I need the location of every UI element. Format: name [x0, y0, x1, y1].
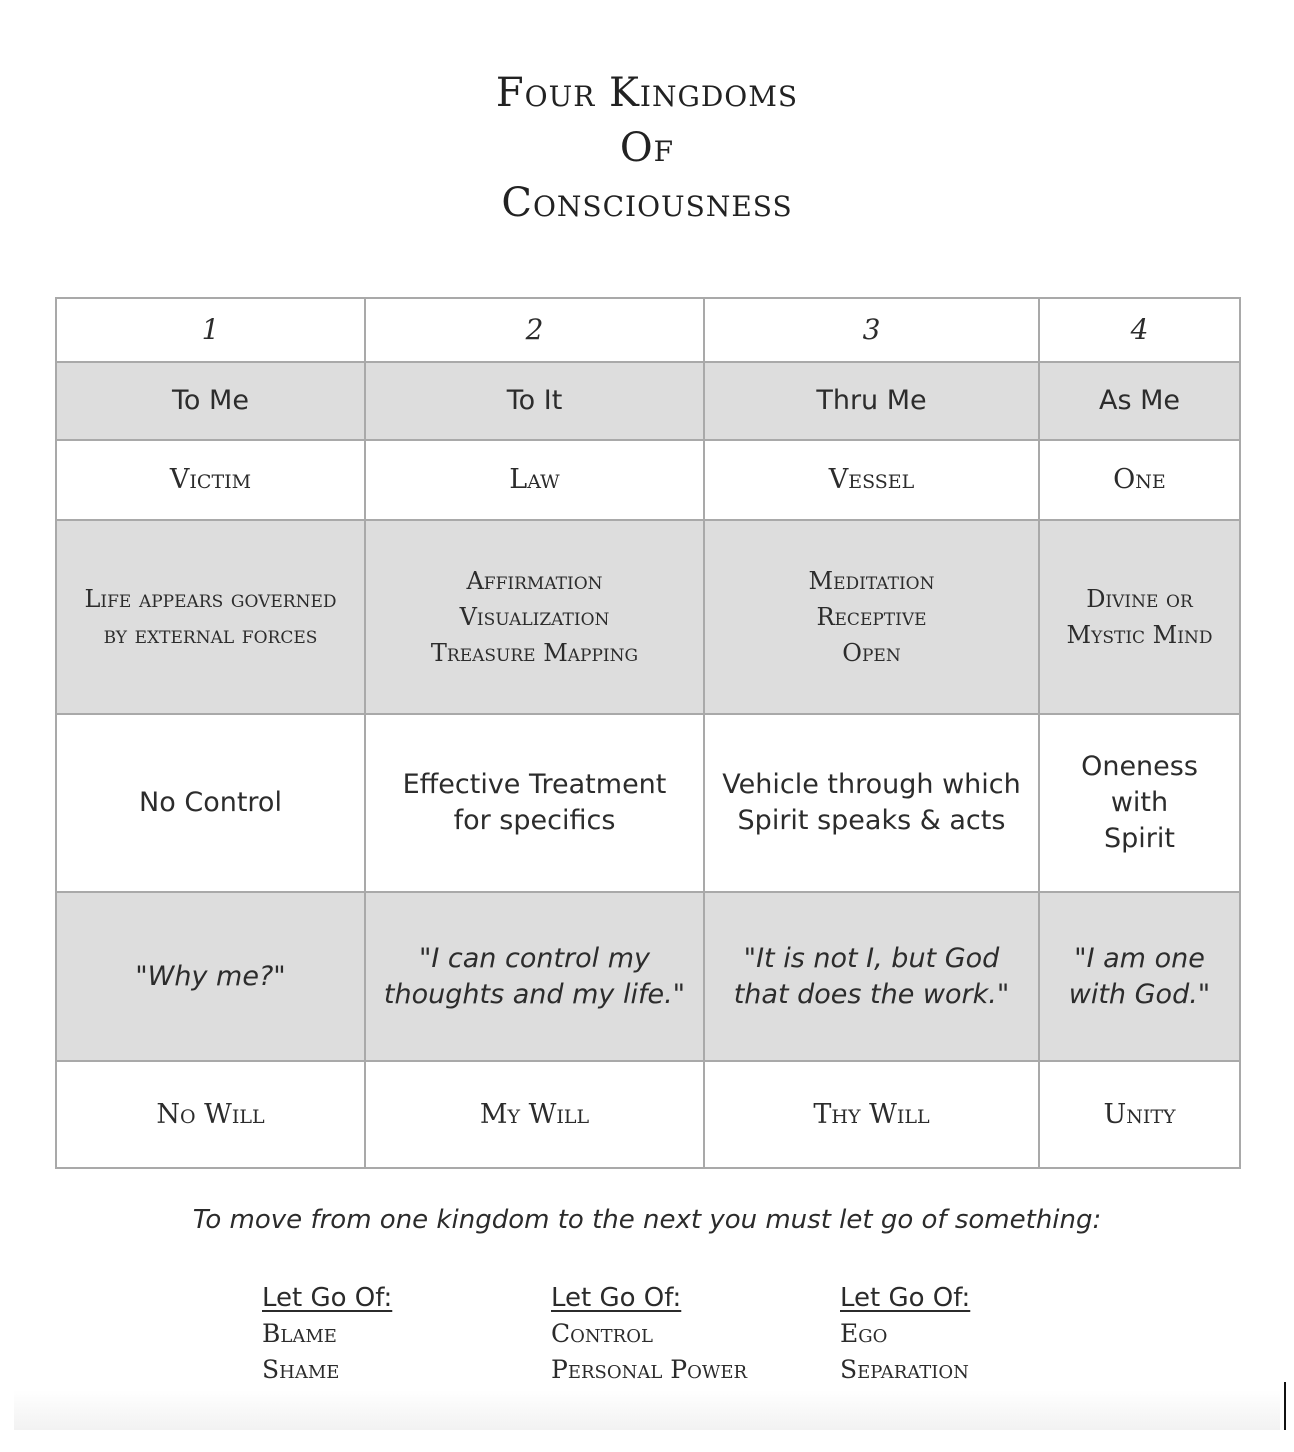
kingdom-number-cell: 4: [1039, 298, 1240, 362]
text-cursor: [1284, 1382, 1286, 1430]
control-cell: [365, 714, 704, 892]
let-go-heading: Let Go Of:: [262, 1283, 393, 1313]
kingdom-name-cell: Law: [365, 440, 704, 520]
table-row-control: [56, 714, 1240, 892]
kingdom-number-cell: 2: [365, 298, 704, 362]
table-row-wills: [56, 1061, 1240, 1168]
bottom-fade: [14, 1390, 1280, 1430]
direction-cell: As Me: [1039, 362, 1240, 440]
will-cell: My Will: [365, 1061, 704, 1168]
kingdom-number-cell: 1: [56, 298, 365, 362]
description-text: Affirmation Visualization Treasure Mapping: [430, 567, 639, 667]
description-text: Divine or Mystic Mind: [1066, 585, 1213, 649]
let-go-column: [262, 1280, 542, 1388]
quote-cell: [365, 892, 704, 1061]
control-text: Oneness with Spirit: [1081, 751, 1198, 854]
direction-cell: To It: [365, 362, 704, 440]
control-text: Vehicle through which Spirit speaks & acts: [722, 769, 1021, 836]
title-line-3: Consciousness: [501, 180, 793, 226]
table-row-numbers: [56, 298, 1240, 362]
title-line-1: Four Kingdoms: [495, 70, 799, 116]
kingdoms-table: [55, 297, 1241, 1169]
description-cell: [365, 520, 704, 714]
will-cell: No Will: [56, 1061, 365, 1168]
footer-note: To move from one kingdom to the next you must let go of something:: [192, 1205, 1102, 1235]
direction-cell: Thru Me: [704, 362, 1039, 440]
let-go-item: Personal Power: [551, 1355, 748, 1384]
page-title: [0, 66, 1294, 231]
control-cell: [56, 714, 365, 892]
control-cell: [1039, 714, 1240, 892]
kingdom-name-cell: Vessel: [704, 440, 1039, 520]
let-go-heading: Let Go Of:: [551, 1283, 682, 1313]
description-text: Life appears governed by external forces: [84, 585, 337, 649]
description-cell: [704, 520, 1039, 714]
table-row-quotes: [56, 892, 1240, 1061]
let-go-column: [551, 1280, 831, 1388]
description-cell: [1039, 520, 1240, 714]
kingdom-name-cell: Victim: [56, 440, 365, 520]
control-text: Effective Treatment for specifics: [402, 769, 667, 836]
quote-cell: [1039, 892, 1240, 1061]
control-text: No Control: [139, 787, 282, 818]
let-go-column: [840, 1280, 1120, 1388]
let-go-heading: Let Go Of:: [840, 1283, 971, 1313]
kingdom-number-cell: 3: [704, 298, 1039, 362]
title-line-2: Of: [619, 125, 675, 171]
table-row-descriptions: [56, 520, 1240, 714]
quote-text: "Why me?": [135, 960, 286, 992]
let-go-item: Shame: [262, 1355, 340, 1384]
table-row-names: [56, 440, 1240, 520]
quote-cell: [56, 892, 365, 1061]
let-go-item: Control: [551, 1319, 653, 1348]
direction-cell: To Me: [56, 362, 365, 440]
will-cell: Unity: [1039, 1061, 1240, 1168]
quote-text: "I can control my thoughts and my life.": [383, 942, 686, 1010]
quote-text: "It is not I, but God that does the work.": [733, 942, 1010, 1010]
quote-cell: [704, 892, 1039, 1061]
kingdom-name-cell: One: [1039, 440, 1240, 520]
let-go-item: Ego: [840, 1319, 888, 1348]
control-cell: [704, 714, 1039, 892]
table-row-directions: [56, 362, 1240, 440]
description-cell: [56, 520, 365, 714]
let-go-item: Blame: [262, 1319, 337, 1348]
let-go-item: Separation: [840, 1355, 969, 1384]
description-text: Meditation Receptive Open: [808, 567, 935, 667]
quote-text: "I am one with God.": [1068, 942, 1211, 1010]
will-cell: Thy Will: [704, 1061, 1039, 1168]
